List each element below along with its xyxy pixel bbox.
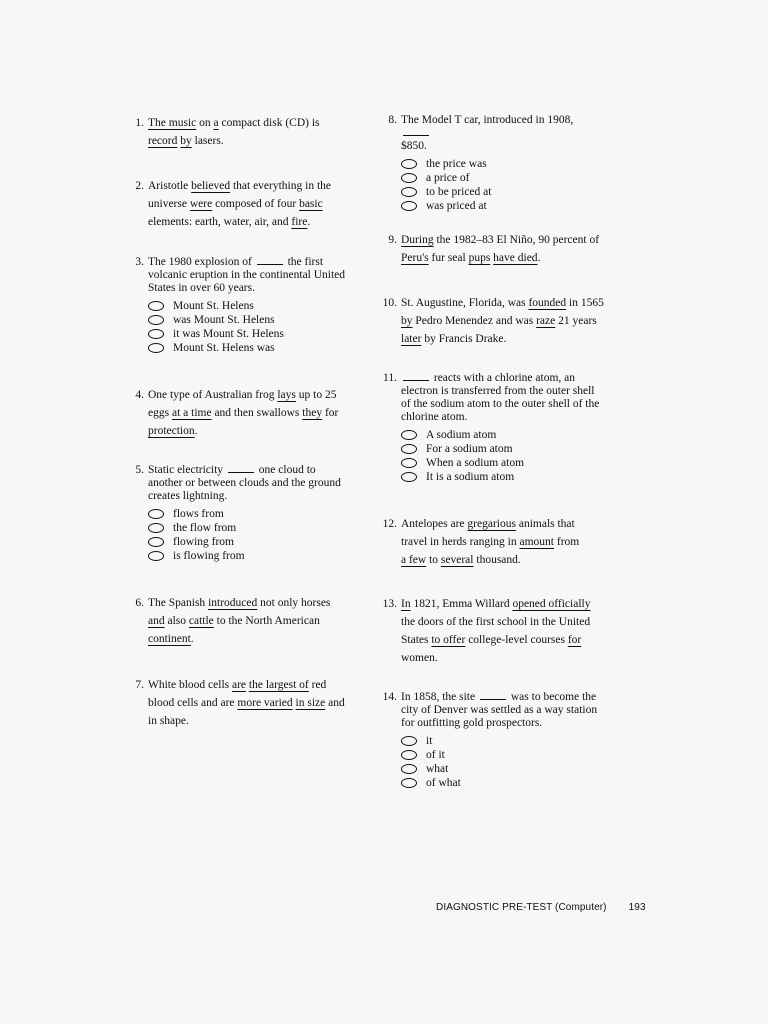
underlined-choice[interactable]: to offer	[431, 634, 466, 646]
question-text-line	[148, 177, 348, 195]
answer-option[interactable]	[401, 442, 606, 456]
answer-blank	[257, 256, 283, 265]
text-segment: for	[322, 407, 339, 419]
underlined-choice[interactable]: fire	[291, 216, 308, 228]
text-segment: another or between clouds and the ground	[148, 477, 341, 489]
text-segment: One type of Australian frog	[148, 389, 278, 401]
underlined-choice[interactable]: the largest of	[248, 679, 309, 691]
answer-option-label: of it	[426, 748, 445, 761]
text-segment: volcanic eruption in the continental United	[148, 269, 346, 281]
question-text-line	[401, 613, 606, 631]
text-segment: and	[325, 697, 345, 709]
underlined-choice[interactable]: introduced	[208, 597, 258, 609]
question-13	[382, 595, 606, 667]
underlined-choice[interactable]: basic	[299, 198, 323, 210]
text-segment: the doors of the first school in the United	[401, 616, 591, 628]
underlined-choice[interactable]: at a time	[171, 407, 212, 419]
radio-oval-icon[interactable]	[401, 173, 417, 183]
question-number: 13.	[382, 598, 397, 610]
answer-option-label: the flow from	[173, 521, 237, 534]
question-text-line	[148, 114, 348, 132]
answer-option-label: it was Mount St. Helens	[173, 327, 284, 340]
question-1	[135, 114, 348, 150]
answer-options	[401, 734, 606, 790]
answer-option-label: it	[426, 734, 433, 747]
underlined-choice[interactable]: cattle	[188, 615, 214, 627]
text-segment: electron is transferred from the outer shell	[401, 385, 595, 397]
underlined-choice[interactable]: Peru's	[401, 252, 429, 264]
text-segment: White blood cells	[148, 679, 232, 691]
answer-blank	[480, 691, 506, 700]
question-9	[388, 231, 606, 267]
text-segment: Static electricity	[148, 464, 226, 476]
text-segment: St. Augustine, Florida, was	[401, 297, 529, 309]
underlined-choice[interactable]: During	[401, 234, 434, 246]
radio-oval-icon[interactable]	[148, 343, 164, 353]
radio-oval-icon[interactable]	[401, 764, 417, 774]
text-segment: for outfitting gold prospectors.	[401, 717, 543, 729]
text-segment: thousand.	[473, 554, 521, 566]
answer-option-label: of what	[426, 776, 461, 789]
question-text-line	[148, 195, 348, 213]
underlined-choice[interactable]: In	[401, 598, 411, 610]
underlined-choice[interactable]: continent	[148, 633, 191, 645]
question-text-line	[401, 249, 606, 267]
text-segment: travel in herds ranging in	[401, 536, 520, 548]
text-segment: that everything in the	[230, 180, 331, 192]
text-segment: of the sodium atom to the outer shell of the	[401, 398, 600, 410]
radio-oval-icon[interactable]	[401, 159, 417, 169]
question-number: 7.	[135, 679, 144, 691]
question-number: 14.	[382, 691, 397, 703]
text-segment: Pedro Menendez and was	[412, 315, 537, 327]
answer-option-label: what	[426, 762, 449, 775]
text-segment: States in over 60 years.	[148, 282, 255, 294]
underlined-choice[interactable]: for	[567, 634, 582, 646]
question-text-line	[401, 533, 606, 551]
question-text-line	[148, 269, 348, 282]
answer-option[interactable]	[401, 748, 606, 762]
page-number: 193	[628, 902, 646, 913]
text-segment: and then swallows	[211, 407, 303, 419]
text-segment: .	[307, 216, 311, 228]
question-number: 4.	[135, 389, 144, 401]
text-segment: Aristotle	[148, 180, 192, 192]
question-text-line	[148, 712, 348, 730]
underlined-choice[interactable]: a few	[401, 554, 427, 566]
text-segment: 1821, Emma Willard	[410, 598, 513, 610]
page-footer	[436, 902, 646, 913]
text-segment: Antelopes are	[401, 518, 468, 530]
underlined-choice[interactable]: pups	[468, 252, 491, 264]
text-segment: to	[426, 554, 441, 566]
text-segment: by Francis Drake.	[421, 333, 507, 345]
question-text-line	[401, 385, 606, 398]
text-segment: universe	[148, 198, 190, 210]
question-2	[135, 177, 348, 231]
question-8	[388, 114, 606, 213]
question-4	[135, 386, 348, 440]
radio-oval-icon[interactable]	[401, 750, 417, 760]
answer-option[interactable]	[401, 171, 606, 185]
text-segment: elements: earth, water, air, and	[148, 216, 292, 228]
question-10	[382, 294, 606, 348]
answer-option[interactable]	[148, 313, 348, 327]
radio-oval-icon[interactable]	[148, 509, 164, 519]
question-number: 10.	[382, 297, 397, 309]
answer-option[interactable]	[148, 341, 348, 355]
question-number: 12.	[382, 518, 397, 530]
text-segment: .	[190, 633, 194, 645]
text-segment: the first	[284, 256, 324, 268]
question-text-line	[401, 704, 606, 717]
radio-oval-icon[interactable]	[148, 537, 164, 547]
text-segment: in 1565	[566, 297, 604, 309]
text-segment: States	[401, 634, 432, 646]
question-12	[382, 515, 606, 569]
answer-option-label: a price of	[426, 171, 470, 184]
answer-option[interactable]	[148, 535, 348, 549]
question-text-line	[401, 631, 606, 649]
text-segment: one cloud to	[255, 464, 316, 476]
radio-oval-icon[interactable]	[401, 736, 417, 746]
text-segment: from	[553, 536, 580, 548]
text-segment: The 1980 explosion of	[148, 256, 255, 268]
question-14	[382, 691, 606, 790]
text-segment: lasers.	[191, 135, 224, 147]
underlined-choice[interactable]: opened officially	[512, 598, 591, 610]
answer-option-label: When a sodium atom	[426, 456, 525, 469]
text-segment: college-level courses	[465, 634, 568, 646]
text-segment: 21 years	[555, 315, 597, 327]
radio-oval-icon[interactable]	[148, 523, 164, 533]
underlined-choice[interactable]: raze	[536, 315, 556, 327]
answer-option[interactable]	[401, 185, 606, 199]
underlined-choice[interactable]: in size	[295, 697, 326, 709]
answer-option[interactable]	[148, 299, 348, 313]
answer-option[interactable]	[401, 470, 606, 484]
answer-option[interactable]	[148, 549, 348, 563]
answer-option-label: was Mount St. Helens	[173, 313, 275, 326]
text-segment: The Spanish	[148, 597, 209, 609]
answer-options	[401, 428, 606, 484]
underlined-choice[interactable]: lays	[277, 389, 296, 401]
text-segment: women.	[401, 652, 438, 664]
question-5	[135, 464, 348, 563]
question-text-line	[148, 630, 348, 648]
question-text-line	[148, 422, 348, 440]
footer-title: DIAGNOSTIC PRE-TEST (Computer)	[436, 902, 607, 913]
underlined-choice[interactable]: later	[401, 333, 422, 345]
question-6	[135, 594, 348, 648]
text-segment: not only horses	[257, 597, 331, 609]
answer-option-label: A sodium atom	[426, 428, 497, 441]
question-number: 3.	[135, 256, 144, 268]
text-segment: to the North American	[213, 615, 320, 627]
answer-option[interactable]	[401, 199, 606, 213]
answer-option-label: Mount St. Helens was	[173, 341, 275, 354]
radio-oval-icon[interactable]	[401, 187, 417, 197]
question-text-line	[401, 140, 606, 153]
answer-option-label: the price was	[426, 157, 487, 170]
question-11	[383, 372, 606, 484]
question-number: 9.	[388, 234, 397, 246]
underlined-choice[interactable]: several	[440, 554, 474, 566]
text-segment: compact disk (CD) is	[218, 117, 320, 129]
question-text-line	[401, 330, 606, 348]
answer-option[interactable]	[148, 521, 348, 535]
underlined-choice[interactable]: believed	[191, 180, 231, 192]
answer-blank	[228, 464, 254, 473]
underlined-choice[interactable]: amount	[519, 536, 554, 548]
answer-option-label: It is a sodium atom	[426, 470, 515, 483]
answer-option[interactable]	[401, 776, 606, 790]
answer-option-label: is flowing from	[173, 549, 245, 562]
underlined-choice[interactable]: were	[189, 198, 213, 210]
text-segment: In 1858, the site	[401, 691, 478, 703]
question-text-line	[148, 256, 348, 269]
answer-blank	[403, 127, 429, 136]
answer-blank	[403, 372, 429, 381]
question-number: 5.	[135, 464, 144, 476]
question-text-line	[401, 114, 606, 140]
text-segment: blood cells and are	[148, 697, 238, 709]
question-number: 6.	[135, 597, 144, 609]
text-segment: up to 25	[295, 389, 337, 401]
underlined-choice[interactable]: protection	[148, 425, 195, 437]
text-segment: animals that	[515, 518, 575, 530]
text-segment: eggs	[148, 407, 172, 419]
question-number: 2.	[135, 180, 144, 192]
underlined-choice[interactable]: they	[302, 407, 323, 419]
text-segment: chlorine atom.	[401, 411, 468, 423]
answer-options	[148, 507, 348, 563]
answer-option-label: flowing from	[173, 535, 235, 548]
question-number: 1.	[135, 117, 144, 129]
underlined-choice[interactable]: by	[180, 135, 192, 147]
question-text-line	[148, 612, 348, 630]
underlined-choice[interactable]: The music	[148, 117, 197, 129]
text-segment: The Model T car, introduced in 1908,	[401, 114, 574, 126]
radio-oval-icon[interactable]	[148, 329, 164, 339]
text-segment: reacts with a chlorine atom, an	[431, 372, 576, 384]
radio-oval-icon[interactable]	[401, 778, 417, 788]
text-segment: $850.	[401, 140, 427, 152]
question-text-line	[148, 694, 348, 712]
question-text-line	[148, 213, 348, 231]
underlined-choice[interactable]: founded	[528, 297, 567, 309]
answer-option-label: For a sodium atom	[426, 442, 513, 455]
text-segment: .	[194, 425, 198, 437]
answer-option[interactable]	[401, 157, 606, 171]
answer-option[interactable]	[401, 734, 606, 748]
text-segment: also	[164, 615, 189, 627]
text-segment: in shape.	[148, 715, 189, 727]
text-segment: composed of four	[212, 198, 300, 210]
question-text-line	[148, 490, 348, 503]
question-text-line	[148, 594, 348, 612]
underlined-choice[interactable]: are	[232, 679, 247, 691]
text-segment: red	[308, 679, 327, 691]
radio-oval-icon[interactable]	[401, 458, 417, 468]
answer-option[interactable]	[148, 327, 348, 341]
underlined-choice[interactable]: a	[213, 117, 219, 129]
text-segment: city of Denver was settled as a way station	[401, 704, 598, 716]
radio-oval-icon[interactable]	[148, 301, 164, 311]
text-segment: fur seal	[428, 252, 469, 264]
question-text-line	[148, 282, 348, 295]
radio-oval-icon[interactable]	[148, 315, 164, 325]
answer-option[interactable]	[148, 507, 348, 521]
text-segment: creates lightning.	[148, 490, 228, 502]
question-text-line	[401, 398, 606, 411]
answer-options	[148, 299, 348, 355]
text-segment: was to become the	[507, 691, 597, 703]
question-number: 11.	[383, 372, 397, 384]
question-text-line	[401, 649, 606, 667]
radio-oval-icon[interactable]	[401, 430, 417, 440]
underlined-choice[interactable]: by	[401, 315, 413, 327]
question-text-line	[401, 312, 606, 330]
answer-option-label: was priced at	[426, 199, 487, 212]
answer-option[interactable]	[401, 428, 606, 442]
text-segment: on	[196, 117, 214, 129]
question-text-line	[401, 691, 606, 704]
answer-option[interactable]	[401, 762, 606, 776]
answer-option[interactable]	[401, 456, 606, 470]
question-text-line	[401, 372, 606, 385]
question-text-line	[148, 404, 348, 422]
underlined-choice[interactable]: gregarious	[467, 518, 516, 530]
question-text-line	[401, 515, 606, 533]
answer-option-label: Mount St. Helens	[173, 299, 254, 312]
question-text-line	[401, 717, 606, 730]
underlined-choice[interactable]: more varied	[237, 697, 293, 709]
question-3	[135, 256, 348, 355]
underlined-choice[interactable]: and	[148, 615, 165, 627]
question-text-line	[148, 464, 348, 477]
question-text-line	[148, 386, 348, 404]
question-text-line	[148, 132, 348, 150]
underlined-choice[interactable]: have died	[493, 252, 538, 264]
question-text-line	[401, 294, 606, 312]
radio-oval-icon[interactable]	[401, 201, 417, 211]
question-text-line	[401, 411, 606, 424]
radio-oval-icon[interactable]	[401, 472, 417, 482]
question-text-line	[401, 231, 606, 249]
answer-options	[401, 157, 606, 213]
question-7	[135, 676, 348, 730]
question-text-line	[401, 595, 606, 613]
question-text-line	[148, 477, 348, 490]
question-number: 8.	[388, 114, 397, 126]
question-text-line	[401, 551, 606, 569]
answer-option-label: flows from	[173, 507, 224, 520]
text-segment: the 1982–83 El Niño, 90 percent of	[433, 234, 600, 246]
radio-oval-icon[interactable]	[401, 444, 417, 454]
text-segment: .	[537, 252, 541, 264]
underlined-choice[interactable]: record	[148, 135, 178, 147]
question-text-line	[148, 676, 348, 694]
answer-option-label: to be priced at	[426, 185, 492, 198]
radio-oval-icon[interactable]	[148, 551, 164, 561]
